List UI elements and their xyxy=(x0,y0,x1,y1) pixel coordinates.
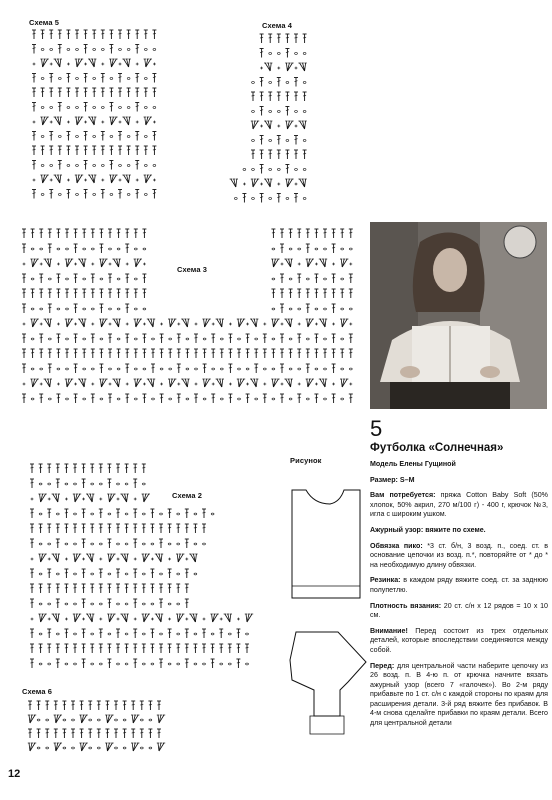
materials-paragraph xyxy=(370,491,548,520)
openwork-label: Ажурный узор: xyxy=(370,525,424,534)
article-number: 5 xyxy=(370,416,383,441)
model-author-text: Модель Елены Гущиной xyxy=(370,460,456,468)
model-photo xyxy=(370,222,547,409)
size-value: S–M xyxy=(397,475,415,484)
front-paragraph xyxy=(370,662,548,729)
gauge-text: 20 ст. с/н x 12 рядов = 10 x 10 см. xyxy=(370,601,548,620)
scheme-5-chart xyxy=(30,26,230,214)
scheme-5-label: Схема 5 xyxy=(29,18,60,27)
front-text: для центральной части наберите цепочку из 26 возд. п. В 4-ю п. от крючка начните вязать ажурный узор (всего 7 «галочек»). Во 2-м ряду прибавьте по 1 ст. с/н с каждой стороны по краям для расширения детали. 3-й ряд вяжите без прибавок. В 4-м снова сделайте прибавки по краям детали. Всего для центральной детали xyxy=(370,661,548,728)
scheme-4-chart xyxy=(206,30,416,218)
article-block xyxy=(370,418,548,735)
pattern-piece-front xyxy=(290,488,362,605)
openwork-text: вяжите по схеме. xyxy=(423,525,486,534)
scheme-2-label: Схема 2 xyxy=(172,491,203,500)
model-author xyxy=(370,460,548,470)
front-label: Перед: xyxy=(370,661,395,670)
materials-label: Вам потребуется: xyxy=(370,491,436,500)
scheme-6-label: Схема 6 xyxy=(22,687,53,696)
pattern-piece-sleeve xyxy=(288,630,368,750)
attention-paragraph xyxy=(370,627,548,656)
elastic-paragraph xyxy=(370,576,548,595)
scheme-6-chart xyxy=(26,697,176,759)
size-label: Размер: xyxy=(370,475,398,484)
article-title: Футболка «Солнечная» xyxy=(370,442,504,454)
attention-text: Перед состоит из трех отдельных деталей, которые впоследствии соединяются между собой. xyxy=(370,626,548,654)
scheme-2-chart xyxy=(28,460,268,678)
materials-text: пряжа Cotton Baby Soft (50% хлопок, 50% акрил, 270 м/100 г) - 400 г, крючок №3, игла с широким ушком. xyxy=(370,491,548,519)
elastic-label: Резинка: xyxy=(370,576,401,585)
elastic-text: в каждом ряду вяжите соед. ст. за заднюю полупетлю. xyxy=(370,576,548,594)
attention-label: Внимание! xyxy=(370,626,408,635)
scheme-4-label: Схема 4 xyxy=(262,21,293,30)
picot-paragraph xyxy=(370,542,548,571)
scheme-3-label: Схема 3 xyxy=(177,265,208,274)
page-number: 12 xyxy=(8,768,21,780)
gauge-paragraph xyxy=(370,602,548,621)
gauge-label: Плотность вязания: xyxy=(370,601,442,610)
figure-label: Рисунок xyxy=(290,456,322,465)
picot-text: *3 ст. б/н, 3 возд. п., соед. ст. в основание цепочки из возд. п.*, повторяйте от * до * на необходимую длину обвязки. xyxy=(370,541,548,569)
size-line xyxy=(370,476,548,486)
openwork-paragraph xyxy=(370,526,548,536)
scheme-3-chart xyxy=(20,225,360,415)
picot-label: Обвязка пико: xyxy=(370,541,423,550)
